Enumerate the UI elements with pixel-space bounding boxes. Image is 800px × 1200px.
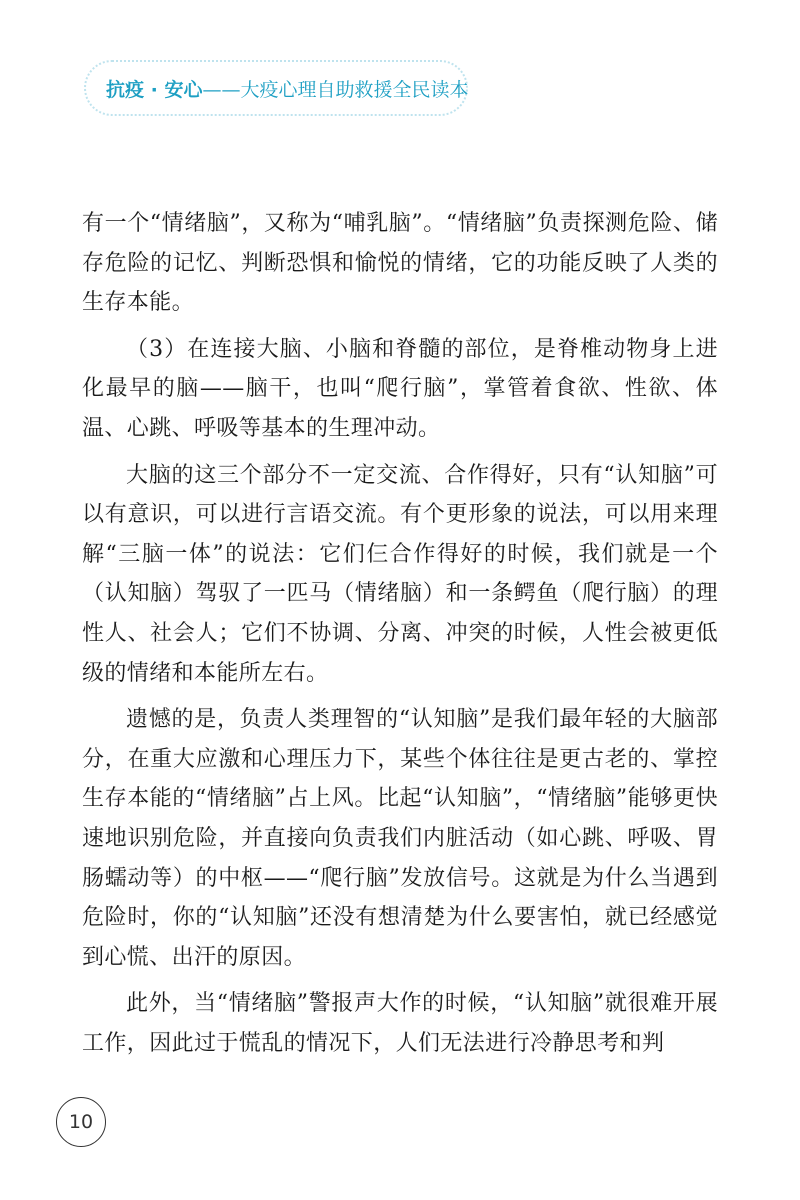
book-title-main: 抗疫 · 安心 — [106, 78, 203, 101]
paragraph: 此外，当“情绪脑”警报声大作的时候，“认知脑”就很难开展工作，因此过于慌乱的情况下，人们无法进行冷静思考和判 — [82, 991, 718, 1056]
book-title-subtitle: ——大疫心理自助救援全民读本 — [202, 78, 469, 101]
body-text — [82, 204, 718, 1070]
paragraph: （3）在连接大脑、小脑和脊髓的部位，是脊椎动物身上进化最早的脑——脑干，也叫“爬行脑”，掌管着食欲、性欲、体温、心跳、呼吸等基本的生理冲动。 — [82, 336, 718, 441]
paragraph: 有一个“情绪脑”，又称为“哺乳脑”。“情绪脑”负责探测危险、储存危险的记忆、判断恐惧和愉悦的情绪，它的功能反映了人类的生存本能。 — [82, 211, 718, 316]
running-header — [84, 60, 468, 116]
page-number: 10 — [56, 1097, 106, 1147]
paragraph: 遗憾的是，负责人类理智的“认知脑”是我们最年轻的大脑部分，在重大应激和心理压力下，某些个体往往是更古老的、掌控生存本能的“情绪脑”占上风。比起“认知脑”，“情绪脑”能够更快速地识别危险，并直接向负责我们内脏活动（如心跳、呼吸、胃肠蠕动等）的中枢——“爬行脑”发放信号。这就是为什么当遇到危险时，你的“认知脑”还没有想清楚为什么要害怕，就已经感觉到心慌、出汗的原因。 — [82, 707, 718, 970]
paragraph: 大脑的这三个部分不一定交流、合作得好，只有“认知脑”可以有意识，可以进行言语交流。有个更形象的说法，可以用来理解“三脑一体”的说法：它们仨合作得好的时候，我们就是一个（认知脑）驾驭了一匹马（情绪脑）和一条鳄鱼（爬行脑）的理性人、社会人；它们不协调、分离、冲突的时候，人性会被更低级的情绪和本能所左右。 — [82, 462, 718, 686]
